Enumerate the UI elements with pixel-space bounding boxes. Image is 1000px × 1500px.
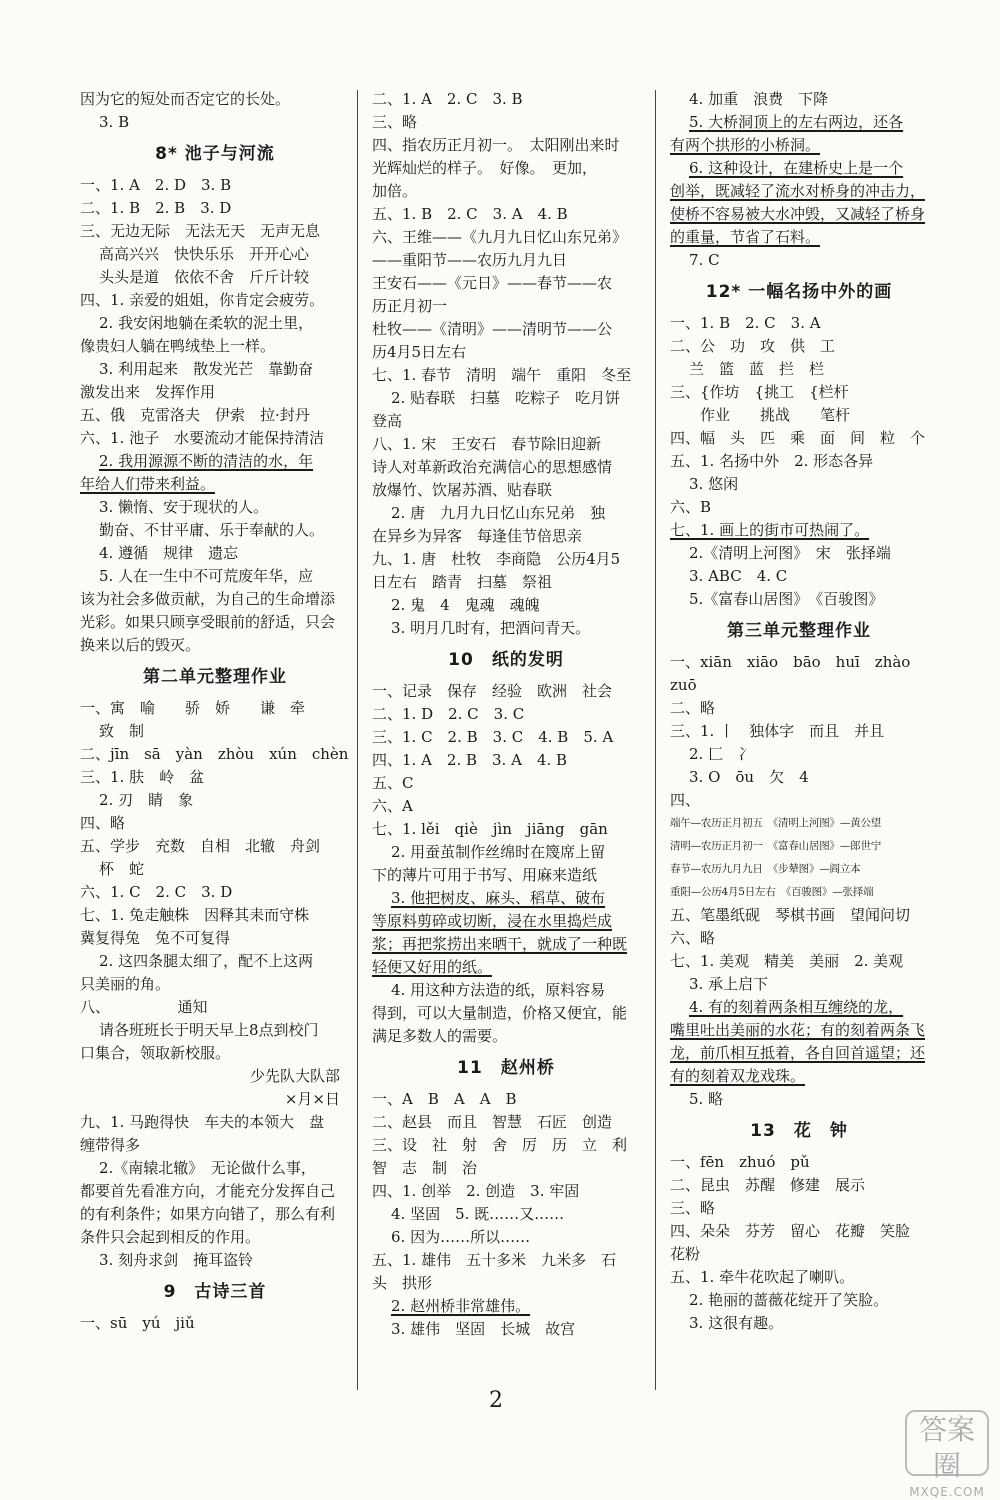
answer-line: 七、1. 春节 清明 端午 重阳 冬至	[372, 366, 632, 384]
answer-line: 历4月5日左右	[372, 343, 467, 361]
section-heading: 9 古诗三首	[163, 1282, 267, 1302]
answer-line: 三、1. 肤 岭 盆	[80, 768, 205, 786]
answer-line: 有两个拱形的小桥洞。	[670, 136, 821, 154]
answer-line: 五、1. 雄伟 五十多米 九米多 石	[372, 1251, 617, 1269]
answer-line: 勤奋、不甘平庸、乐于奉献的人。	[99, 521, 325, 539]
answer-line: 创举，既减轻了流水对桥身的冲击力，	[670, 182, 926, 200]
column-divider-1	[357, 90, 358, 1390]
answer-line: 5. 人在一生中不可荒废年华，应	[99, 567, 314, 585]
answer-line: 三、略	[670, 1199, 716, 1217]
answer-line: 条件只会起到相反的作用。	[80, 1228, 261, 1246]
answer-line: 高高兴兴 快快乐乐 开开心心	[99, 245, 310, 263]
answer-line: 在异乡为异客 每逢佳节倍思亲	[372, 527, 583, 545]
answer-line: 2.《清明上河图》 宋 张择端	[689, 544, 891, 562]
answer-line: 2. 这四条腿太细了，配不上这两	[99, 952, 314, 970]
answer-line: 二、赵县 而且 智慧 石匠 创造	[372, 1113, 613, 1131]
answer-line: 2. 匚 冫	[689, 745, 754, 763]
answer-line: 2. 用蚕茧制作丝绵时在篾席上留	[391, 843, 606, 861]
answer-line: 头头是道 依依不舍 斤斤计较	[99, 268, 310, 286]
answer-line: 杯 蛇	[99, 860, 145, 878]
answer-line: 八、1. 宋 王安石 春节除旧迎新	[372, 435, 602, 453]
answer-line: 作业 挑战 笔杆	[670, 406, 851, 424]
answer-line: 3. B	[99, 113, 130, 131]
answer-line: 3. 明月几时有，把酒问青天。	[391, 619, 591, 637]
answer-line: ×月×日	[284, 1090, 340, 1108]
answer-line: 4. 有的刻着两条相互缠绕的龙，	[689, 998, 904, 1016]
answer-line: 少先队大队部	[249, 1067, 340, 1085]
watermark-text: 答案圈	[918, 1413, 975, 1482]
answer-line: 二、略	[670, 699, 716, 717]
answer-line: 一、寓 喻 骄 娇 谦 牵	[80, 699, 306, 717]
answer-line: 二、jīn sā yàn zhòu xún chèn	[80, 745, 349, 763]
answer-line: 的重量，节省了石料。	[670, 228, 821, 246]
answer-line: 因为它的短处而否定它的长处。	[80, 90, 291, 108]
answer-line: 得到，可以大量制造，价格又便宜，能	[372, 1004, 628, 1022]
answer-line: 王安石——《元日》——春节——农	[372, 274, 613, 292]
section-heading: 13 花 钟	[750, 1121, 848, 1141]
answer-line: 花粉	[670, 1245, 701, 1263]
answer-line: zuō	[670, 676, 697, 694]
answer-line: 四、	[670, 791, 701, 809]
answer-line: 一、sū yú jiǔ	[80, 1314, 195, 1332]
answer-line: 四、1. 创举 2. 创造 3. 牢固	[372, 1182, 580, 1200]
answer-line: 3. 利用起来 散发光芒 靠勤奋	[99, 360, 314, 378]
answer-line: 七、1. lěi qiè jìn jiāng gān	[372, 820, 608, 838]
answer-line: 2. 唐 九月九日忆山东兄弟 独	[391, 504, 606, 522]
answer-line: 请各班班长于明天早上8点到校门	[99, 1021, 319, 1039]
answer-line: 3. 这很有趣。	[689, 1314, 784, 1332]
answer-line: 轻便又好用的纸。	[372, 958, 493, 976]
answer-line: 八、 通知	[80, 998, 208, 1016]
answer-line: 一、1. B 2. C 3. A	[670, 314, 821, 332]
answer-line: 五、1. 名扬中外 2. 形态各异	[670, 452, 874, 470]
answer-line: 六、1. C 2. C 3. D	[80, 883, 233, 901]
answer-line: 使桥不容易被大水冲毁，又减轻了桥身	[670, 205, 926, 223]
answer-line: 六、王维——《九月九日忆山东兄弟》	[372, 228, 628, 246]
answer-line: 重阳—公历4月5日左右 《百骏图》—张择端	[670, 886, 874, 898]
answer-line: 七、1. 美观 精美 美丽 2. 美观	[670, 952, 904, 970]
answer-line: 满足多数人的需要。	[372, 1027, 508, 1045]
answer-line: 6. 因为……所以……	[391, 1228, 531, 1246]
answer-line: 三、1. C 2. B 3. C 4. B 5. A	[372, 728, 614, 746]
answer-line: 二、1. A 2. C 3. B	[372, 90, 523, 108]
answer-line: 六、B	[670, 498, 712, 516]
answer-line: 一、xiān xiāo bāo huī zhào	[670, 653, 911, 671]
answer-line: 3. 刻舟求剑 掩耳盗铃	[99, 1251, 254, 1269]
answer-line: 诗人对革新政治充满信心的思想感情	[372, 458, 613, 476]
answer-line: 日左右 踏青 扫墓 祭祖	[372, 573, 553, 591]
answer-line: 3. 雄伟 坚固 长城 故宫	[391, 1320, 576, 1338]
answer-line: 二、公 功 攻 供 工	[670, 337, 836, 355]
answer-line: 三、无边无际 无法无天 无声无息	[80, 222, 321, 240]
answer-line: 3. O ōu 欠 4	[689, 768, 809, 786]
answer-line: 4. 用这种方法造的纸，原料容易	[391, 981, 606, 999]
answer-line: 五、C	[372, 774, 414, 792]
answer-line: 历正月初一	[372, 297, 448, 315]
answer-line: 二、1. B 2. B 3. D	[80, 199, 232, 217]
answer-line: 二、昆虫 苏醒 修建 展示	[670, 1176, 866, 1194]
answer-line: 光辉灿烂的样子。 好像。 更加，	[372, 159, 598, 177]
answer-line: 4. 加重 浪费 下降	[689, 90, 829, 108]
answer-line: 嘴里吐出美丽的水花；有的刻着两条飞	[670, 1021, 926, 1039]
answer-line: 2. 我安闲地躺在柔软的泥土里，	[99, 314, 314, 332]
answer-line: 激发出来 发挥作用	[80, 383, 216, 401]
answer-line: 6. 这种设计，在建桥史上是一个	[689, 159, 904, 177]
section-heading: 11 赵州桥	[457, 1058, 555, 1078]
answer-line: 龙，前爪相互抵着，各自回首遥望；还	[670, 1044, 926, 1062]
answer-line: 一、fēn zhuó pǔ	[670, 1153, 810, 1171]
answer-line: 5. 略	[689, 1090, 724, 1108]
answer-line: 7. C	[689, 251, 720, 269]
answer-line: 该为社会多做贡献，为自己的生命增添	[80, 590, 336, 608]
answer-line: 3. 懒惰、安于现状的人。	[99, 498, 269, 516]
answer-line: 2. 艳丽的蔷薇花绽开了笑脸。	[689, 1291, 889, 1309]
answer-line: 四、略	[80, 814, 126, 832]
answer-line: 二、1. D 2. C 3. C	[372, 705, 525, 723]
answer-line: 九、1. 唐 杜牧 李商隐 公历4月5	[372, 550, 621, 568]
watermark-url: MXQE.COM	[909, 1485, 985, 1499]
answer-line: 等原料剪碎或切断，浸在水里捣烂成	[372, 912, 613, 930]
answer-line: 年给人们带来利益。	[80, 475, 216, 493]
answer-line: 2. 赵州桥非常雄伟。	[391, 1297, 531, 1315]
answer-line: 4. 坚固 5. 既……又……	[391, 1205, 565, 1223]
answer-line: 五、1. B 2. C 3. A 4. B	[372, 205, 568, 223]
answer-line: 3. 他把树皮、麻头、稻草、破布	[391, 889, 606, 907]
answer-line: 2. 鬼 4 鬼魂 魂魄	[391, 596, 540, 614]
answer-line: 加倍。	[372, 182, 418, 200]
answer-line: 四、幅 头 匹 乘 面 间 粒 个	[670, 429, 926, 447]
answer-line: 2. 刃 睛 象	[99, 791, 194, 809]
answer-line: 清明—农历正月初一 《富春山居图》—郎世宁	[670, 840, 882, 852]
answer-line: 四、1. A 2. B 3. A 4. B	[372, 751, 568, 769]
answer-line: 4. 遵循 规律 遗忘	[99, 544, 239, 562]
answer-line: 致 制	[99, 722, 145, 740]
page-number: 2	[489, 1388, 503, 1413]
answer-line: 春节—农历九月九日 《步辇图》—阎立本	[670, 863, 861, 875]
answer-line: 五、1. 牵牛花吹起了喇叭。	[670, 1268, 855, 1286]
answer-line: 冀复得兔 兔不可复得	[80, 929, 231, 947]
answer-line: 有的刻着双龙戏珠。	[670, 1067, 806, 1085]
answer-line: ——重阳节——农历九月九日	[372, 251, 568, 269]
answer-line: 2.《南辕北辙》 无论做什么事，	[99, 1159, 316, 1177]
column-2	[372, 88, 640, 1341]
answer-line: 七、1. 画上的街市可热闹了。	[670, 521, 870, 539]
section-heading: 12* 一幅名扬中外的画	[705, 282, 893, 302]
answer-line: 都要首先看准方向，才能充分发挥自己	[80, 1182, 336, 1200]
answer-line: 放爆竹、饮屠苏酒、贴春联	[372, 481, 553, 499]
section-heading: 10 纸的发明	[448, 650, 564, 670]
answer-line: 光彩。如果只顾享受眼前的舒适，只会	[80, 613, 336, 631]
answer-line: 四、朵朵 芬芳 留心 花瓣 笑脸	[670, 1222, 911, 1240]
answer-line: 口集合，领取新校服。	[80, 1044, 231, 1062]
answer-line: 三、设 社 射 舍 厉 历 立 利	[372, 1136, 628, 1154]
answer-line: 四、1. 亲爱的姐姐，你肯定会疲劳。	[80, 291, 325, 309]
answer-line: 3. 悠闲	[689, 475, 739, 493]
answer-line: 头 拱形	[372, 1274, 433, 1292]
answer-line: 一、A B A A B	[372, 1090, 517, 1108]
answer-line: 3. 承上启下	[689, 975, 769, 993]
answer-line: 杜牧——《清明》——清明节——公	[372, 320, 613, 338]
section-heading: 第三单元整理作业	[727, 621, 871, 641]
answer-line: 缠带得多	[80, 1136, 141, 1154]
answer-line: 三、略	[372, 113, 418, 131]
answer-line: 五、学步 充数 自相 北辙 舟剑	[80, 837, 321, 855]
answer-line: 5.《富春山居图》 《百骏图》	[689, 590, 884, 608]
watermark-logo	[905, 1410, 989, 1499]
answer-line: 下的薄片可用于书写、用麻来造纸	[372, 866, 598, 884]
section-heading: 8* 池子与河流	[155, 144, 275, 164]
column-3	[670, 88, 928, 1335]
answer-line: 2. 贴春联 扫墓 吃粽子 吃月饼	[391, 389, 621, 407]
answer-line: 三、{作坊 {挑工 {栏杆	[670, 383, 849, 401]
answer-line: 智 志 制 治	[372, 1159, 478, 1177]
answer-line: 浆；再把浆捞出来晒干，就成了一种既	[372, 935, 628, 953]
answer-line: 的有利条件；如果方向错了，那么有利	[80, 1205, 336, 1223]
answer-line: 兰 篮 蓝 拦 栏	[689, 360, 825, 378]
answer-line: 3. ABC 4. C	[689, 567, 788, 585]
answer-line: 七、1. 兔走触株 因释其耒而守株	[80, 906, 310, 924]
column-divider-2	[655, 90, 656, 1390]
answer-line: 九、1. 马跑得快 车夫的本领大 盘	[80, 1113, 325, 1131]
answer-line: 六、1. 池子 水要流动才能保持清洁	[80, 429, 325, 447]
section-heading: 第二单元整理作业	[143, 667, 287, 687]
answer-line: 像贵妇人躺在鸭绒垫上一样。	[80, 337, 276, 355]
answer-line: 六、略	[670, 929, 716, 947]
answer-line: 一、记录 保存 经验 欧洲 社会	[372, 682, 613, 700]
answer-line: 六、A	[372, 797, 413, 815]
answer-line: 2. 我用源源不断的清洁的水，年	[99, 452, 314, 470]
answer-line: 五、俄 克雷洛夫 伊索 拉·封丹	[80, 406, 310, 424]
answer-line: 端午—农历正月初五 《清明上河图》—黄公望	[670, 817, 882, 829]
answer-line: 三、1. 丨 独体字 而且 并且	[670, 722, 885, 740]
answer-line: 登高	[372, 412, 403, 430]
answer-line: 5. 大桥洞顶上的左右两边，还各	[689, 113, 904, 131]
answer-line: 换来以后的毁灭。	[80, 636, 201, 654]
answer-line: 只美丽的角。	[80, 975, 171, 993]
column-1	[80, 88, 350, 1335]
answer-line: 一、1. A 2. D 3. B	[80, 176, 232, 194]
answer-line: 五、笔墨纸砚 琴棋书画 望闻问切	[670, 906, 911, 924]
answer-line: 四、指农历正月初一。 太阳刚出来时	[372, 136, 620, 154]
